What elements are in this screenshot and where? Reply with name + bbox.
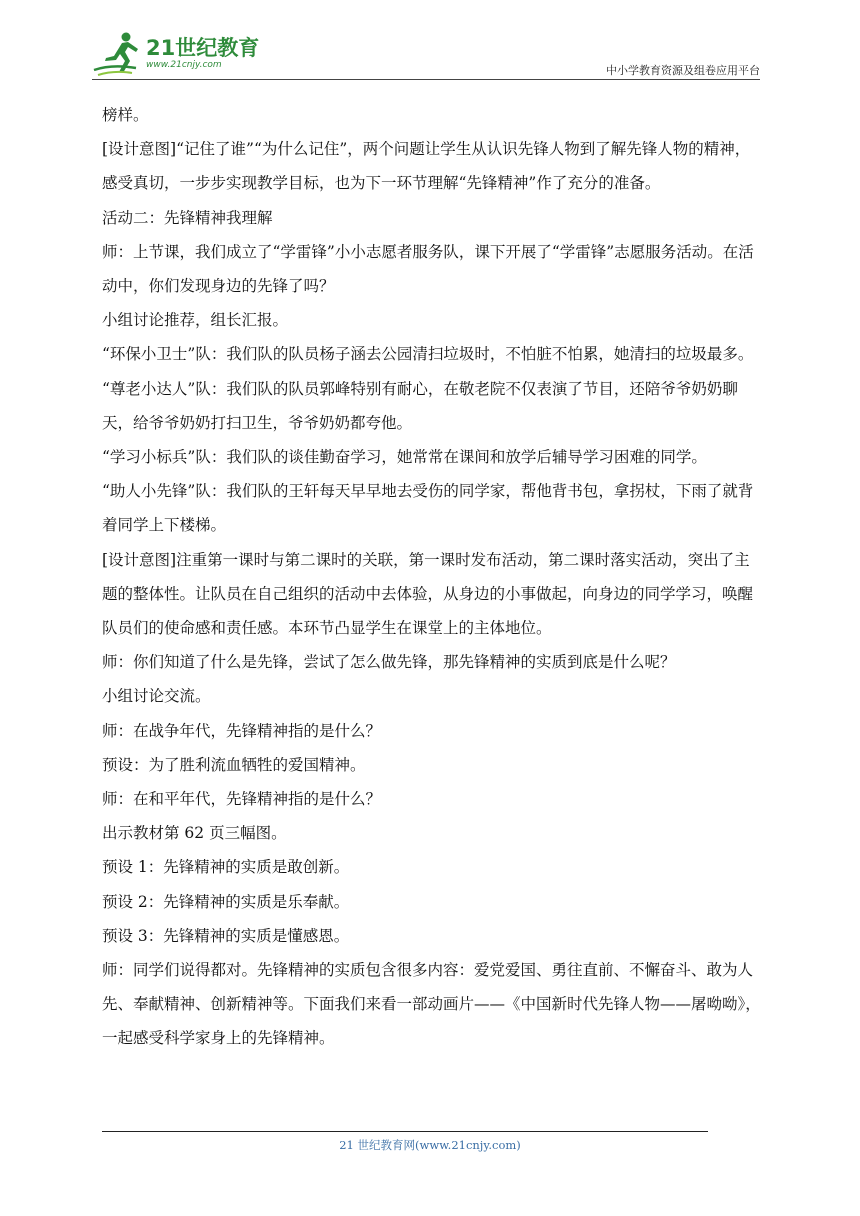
paragraph: 出示教材第 62 页三幅图。 <box>102 824 287 843</box>
design-intent-paragraph: [设计意图]“记住了谁”“为什么记住”，两个问题让学生从认识先锋人物到了解先锋人物的精神，感受真切，一步步实现教学目标，也为下一环节理解“先锋精神”作了充分的准备。 <box>102 140 751 193</box>
paragraph: 预设 3：先锋精神的实质是懂感恩。 <box>102 926 350 945</box>
paragraph: 小组讨论推荐，组长汇报。 <box>102 311 289 330</box>
site-logo[interactable] <box>92 30 262 78</box>
paragraph: “环保小卫士”队：我们队的队员杨子涵去公园清扫垃圾时，不怕脏不怕累，她清扫的垃圾最多。 <box>102 345 754 364</box>
design-intent-paragraph: [设计意图]注重第一课时与第二课时的关联，第一课时发布活动，第二课时落实活动，突出了主题的整体性。让队员在自己组织的活动中去体验，从身边的小事做起，向身边的同学学习，唤醒队员们的使命感和责任感。本环节凸显学生在课堂上的主体地位。 <box>102 550 754 638</box>
page-header <box>92 28 760 80</box>
paragraph: 预设 2：先锋精神的实质是乐奉献。 <box>102 892 350 911</box>
paragraph: 榜样。 <box>102 106 149 124</box>
paragraph: 师：在战争年代，先锋精神指的是什么？ <box>102 721 382 740</box>
page-footer[interactable]: 21 世纪教育网(www.21cnjy.com) <box>339 1138 521 1152</box>
footer-divider <box>102 1131 708 1132</box>
logo-text: 21世纪教育 <box>146 36 260 60</box>
header-divider <box>92 79 760 80</box>
paragraph: “尊老小达人”队：我们队的队员郭峰特别有耐心，在敬老院不仅表演了节目，还陪爷爷奶奶聊天，给爷爷奶奶打扫卫生，爷爷奶奶都夸他。 <box>102 379 738 432</box>
paragraph: 小组讨论交流。 <box>102 687 211 706</box>
paragraph: 师：在和平年代，先锋精神指的是什么？ <box>102 790 382 809</box>
paragraph: 预设 1：先锋精神的实质是敢创新。 <box>102 858 350 877</box>
logo-url: www.21cnjy.com <box>146 60 222 70</box>
paragraph: “学习小标兵”队：我们队的谈佳勤奋学习，她常常在课间和放学后辅导学习困难的同学。 <box>102 448 707 467</box>
paragraph: “助人小先锋”队：我们队的王轩每天早早地去受伤的同学家，帮他背书包，拿拐杖，下雨了就背着同学上下楼梯。 <box>102 482 754 535</box>
runner-icon <box>92 30 148 78</box>
activity-heading: 活动二：先锋精神我理解 <box>102 208 273 227</box>
paragraph: 师：上节课，我们成立了“学雷锋”小小志愿者服务队，课下开展了“学雷锋”志愿服务活动。在活动中，你们发现身边的先锋了吗？ <box>102 242 754 296</box>
paragraph: 师：你们知道了什么是先锋，尝试了怎么做先锋，那先锋精神的实质到底是什么呢？ <box>102 653 676 672</box>
paragraph: 预设：为了胜利流血牺牲的爱国精神。 <box>102 755 366 774</box>
paragraph: 师：同学们说得都对。先锋精神的实质包含很多内容：爱党爱国、勇往直前、不懈奋斗、敢为人先、奉献精神、创新精神等。下面我们来看一部动画片——《中国新时代先锋人物——屠呦呦》，一起感受科学家身上的先锋精神。 <box>102 961 761 1048</box>
platform-name: 中小学教育资源及组卷应用平台 <box>606 64 760 77</box>
document-body <box>102 98 764 1056</box>
